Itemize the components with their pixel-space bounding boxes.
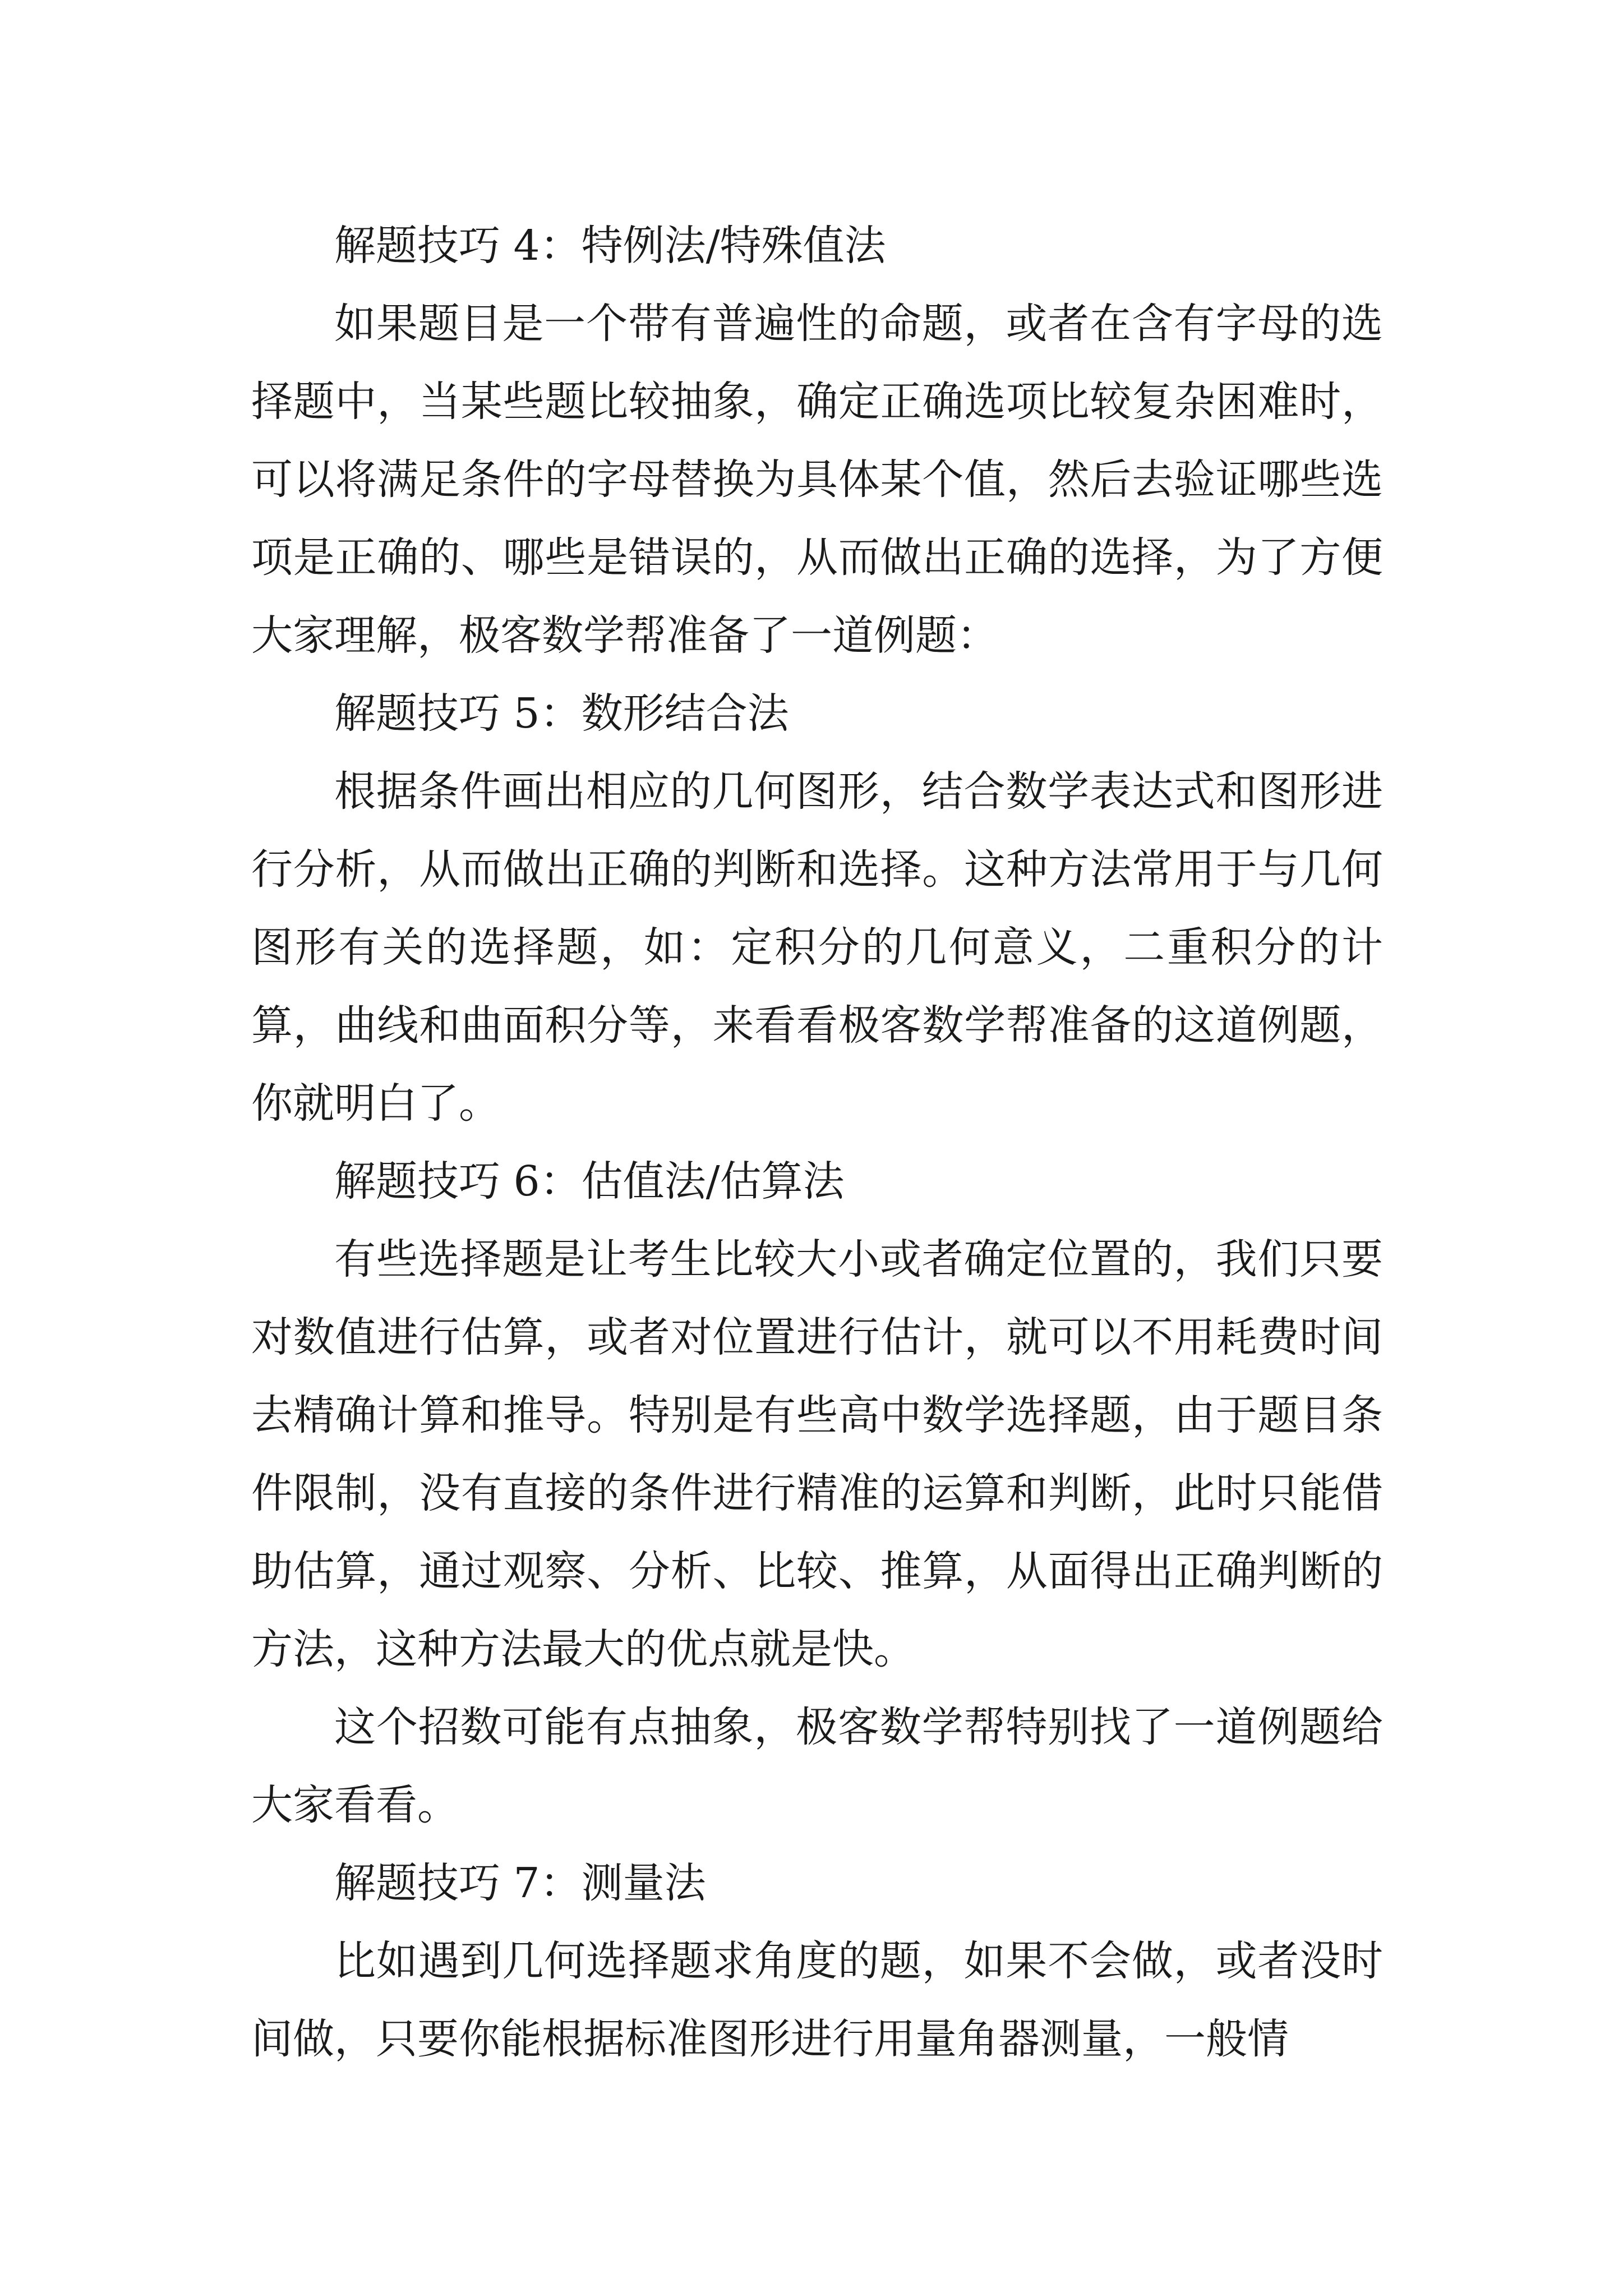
paragraph-tip-6: 有些选择题是让考生比较大小或者确定位置的，我们只要对数值进行估算，或者对位置进行估计，就可以不用耗费时间去精确计算和推导。特别是有些高中数学选择题，由于题目条件限制，没有直接的条件进行精准的运算和判断，此时只能借助估算，通过观察、分析、比较、推算，从面得出正确判断的方法，这种方法最大的优点就是快。 [251, 1235, 1383, 1673]
heading-tip-5: 解题技巧 5：数形结合法 [334, 689, 789, 738]
document-body [251, 207, 1383, 2078]
paragraph-tip-7: 比如遇到几何选择题求角度的题，如果不会做，或者没时间做，只要你能根据标准图形进行用量角器测量，一般情 [251, 1937, 1383, 2063]
heading-tip-4: 解题技巧 4：特例法/特殊值法 [334, 222, 886, 270]
heading-tip-7: 解题技巧 7：测量法 [334, 1859, 706, 1907]
paragraph-tip-4: 如果题目是一个带有普遍性的命题，或者在含有字母的选择题中，当某些题比较抽象，确定正确选项比较复杂困难时，可以将满足条件的字母替换为具体某个值，然后去验证哪些选项是正确的、哪些是错误的，从而做出正确的选择，为了方便大家理解，极客数学帮准备了一道例题： [251, 300, 1383, 660]
paragraph-tip-6-example: 这个招数可能有点抽象，极客数学帮特别找了一道例题给大家看看。 [251, 1703, 1383, 1829]
heading-tip-6: 解题技巧 6：估值法/估算法 [334, 1157, 845, 1205]
paragraph-tip-5: 根据条件画出相应的几何图形，结合数学表达式和图形进行分析，从而做出正确的判断和选择。这种方法常用于与几何图形有关的选择题，如：定积分的几何意义，二重积分的计算，曲线和曲面积分等，来看看极客数学帮准备的这道例题，你就明白了。 [251, 767, 1383, 1128]
